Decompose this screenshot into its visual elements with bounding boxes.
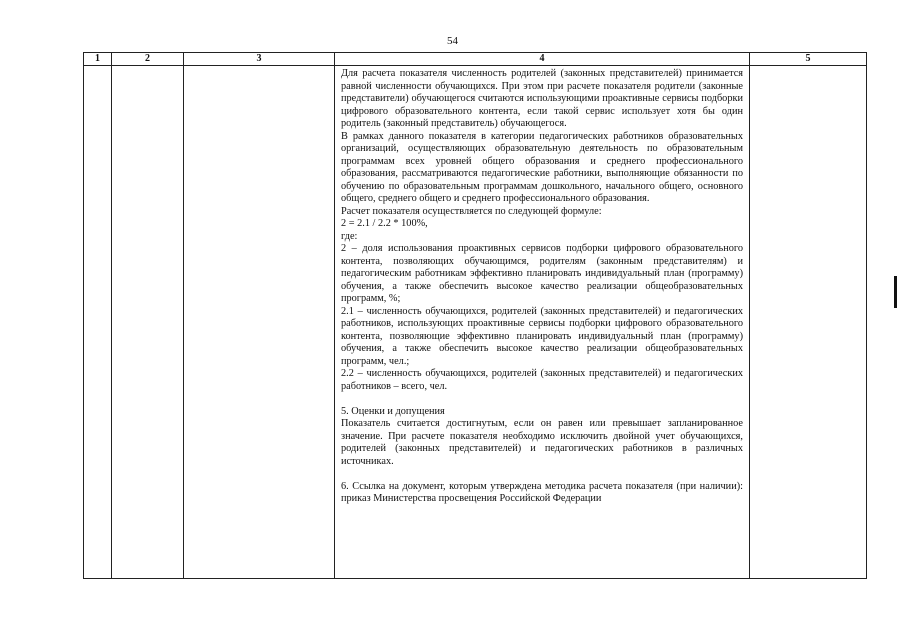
header-col-1: 1 (84, 53, 112, 66)
cell-col-5 (750, 66, 867, 579)
cell-col-3 (184, 66, 335, 579)
where-label: где: (341, 230, 358, 242)
section-6-text: 6. Ссылка на документ, которым утверждена методика расчета показателя (при наличии): приказ Министерства просвещения Российской Федерации (341, 480, 743, 504)
scan-margin-mark (894, 276, 897, 308)
table-row (84, 66, 867, 579)
table-header-row (84, 53, 867, 66)
header-col-3: 3 (184, 53, 335, 66)
cell-col-4-methodology (335, 66, 750, 579)
definition-indicator-2-1: 2.1 – численность обучающихся, родителей (законных представителей) и педагогических работников, использующих проактивные сервисы подборки цифрового образовательного контента, позволяющие эффективно планировать индивидуальный план (программу) обучения, а также обеспечить высокое качество реализации общеобразовательных программ, чел.; (341, 305, 743, 367)
header-col-2: 2 (112, 53, 184, 66)
cell-col-2 (112, 66, 184, 579)
definition-indicator-2-2: 2.2 – численность обучающихся, родителей (законных представителей) и педагогических работников – всего, чел. (341, 368, 743, 392)
methodology-table (83, 52, 867, 579)
formula: 2 = 2.1 / 2.2 * 100%, (341, 218, 428, 229)
section-5-title: 5. Оценки и допущения (341, 405, 445, 417)
header-col-5: 5 (750, 53, 867, 66)
paragraph-parents-count: Для расчета показателя численность родителей (законных представителей) принимается равной численности обучающихся. При этом при расчете показателя родители (законные представители) обучающегося считаются использующими проактивные сервисы подборки цифрового образовательного контента, если такой сервис использует хотя бы один родитель (законный представитель) обучающегося. (341, 68, 743, 129)
definition-indicator-2: 2 – доля использования проактивных сервисов подборки цифрового образовательного контента, позволяющих обучающимся, родителям (законным представителям) и педагогическим работникам эффективно планировать индивидуальный план (программу) обучения, а также обеспечить высокое качество реализации общеобразовательных программ, %; (341, 243, 743, 304)
paragraph-teachers-category: В рамках данного показателя в категории педагогических работников образовательных организаций, осуществляющих образовательную деятельность по образовательным программам всех уровней общего образования и среднего профессионального образования, рассматриваются педагогические работники, выполняющие обязанности по обучению по образовательным программам дошкольного, начального общего, основного общего, среднего общего и среднего профессионального образования. (341, 130, 743, 204)
cell-col-1 (84, 66, 112, 579)
section-5-text: Показатель считается достигнутым, если он равен или превышает запланированное значение. При расчете показателя необходимо исключить двойной учет обучающихся, родителей (законных представителей) и педагогических работников в различных источниках. (341, 418, 743, 467)
paragraph-formula-intro: Расчет показателя осуществляется по следующей формуле: (341, 205, 602, 217)
page-number: 54 (447, 35, 458, 47)
header-col-4: 4 (335, 53, 750, 66)
